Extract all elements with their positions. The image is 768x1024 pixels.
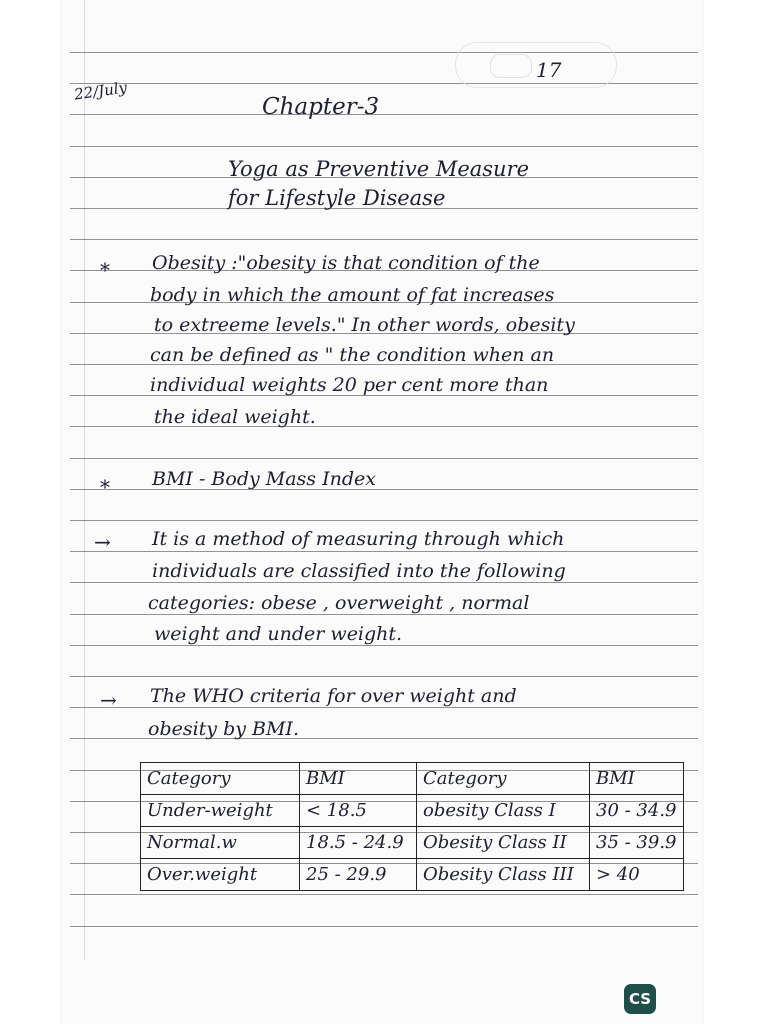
bmi-heading: BMI - Body Mass Index xyxy=(152,468,376,490)
page-number: 17 xyxy=(536,58,562,82)
ruled-line xyxy=(70,676,698,677)
table-row xyxy=(141,795,684,827)
bmi-bullet: * xyxy=(100,475,110,499)
date: 22/July xyxy=(73,78,129,104)
method-line: It is a method of measuring through which xyxy=(152,528,565,550)
ruled-line xyxy=(70,458,698,459)
table-header-cell: BMI xyxy=(300,763,417,795)
table-header-cell: Category xyxy=(417,763,590,795)
table-cell: Obesity Class II xyxy=(417,827,590,859)
table-cell: 30 - 34.9 xyxy=(590,795,684,827)
obesity-line: body in which the amount of fat increases xyxy=(150,284,555,306)
obesity-bullet: * xyxy=(100,258,110,282)
table-header-cell: Category xyxy=(141,763,300,795)
obesity-line: the ideal weight. xyxy=(154,406,316,428)
ruled-line xyxy=(70,645,698,646)
ruled-line xyxy=(70,114,698,115)
table-row xyxy=(141,859,684,891)
ruled-line xyxy=(70,894,698,895)
ruled-line xyxy=(70,614,698,615)
method-line: categories: obese , overweight , normal xyxy=(148,592,530,614)
table-cell: Obesity Class III xyxy=(417,859,590,891)
table-cell: < 18.5 xyxy=(300,795,417,827)
chapter-heading: Chapter-3 xyxy=(262,94,380,120)
obesity-line: can be defined as " the condition when an xyxy=(150,344,555,366)
camscanner-logo: CS xyxy=(624,984,656,1014)
title-line-1: Yoga as Preventive Measure xyxy=(228,157,530,181)
ruled-line xyxy=(70,707,698,708)
who-line: obesity by BMI. xyxy=(148,718,299,740)
who-line: The WHO criteria for over weight and xyxy=(150,685,517,707)
title-line-2: for Lifestyle Disease xyxy=(228,186,446,210)
margin-line xyxy=(84,0,85,960)
ruled-line xyxy=(70,582,698,583)
ruled-line xyxy=(70,239,698,240)
ruled-line xyxy=(70,146,698,147)
page-stamp-box xyxy=(490,54,532,78)
table-row xyxy=(141,827,684,859)
table-cell: > 40 xyxy=(590,859,684,891)
ruled-line xyxy=(70,520,698,521)
method-line: weight and under weight. xyxy=(154,623,403,645)
table-header-cell: BMI xyxy=(590,763,684,795)
ruled-line xyxy=(70,551,698,552)
arrow-icon: → xyxy=(100,688,117,712)
table-cell: 18.5 - 24.9 xyxy=(300,827,417,859)
obesity-line: individual weights 20 per cent more than xyxy=(150,374,549,396)
table-cell: 25 - 29.9 xyxy=(300,859,417,891)
arrow-icon: → xyxy=(94,530,111,554)
table-cell: Normal.w xyxy=(141,827,300,859)
obesity-line: Obesity :"obesity is that condition of the xyxy=(152,252,540,274)
table-cell: Under-weight xyxy=(141,795,300,827)
bmi-table xyxy=(140,762,684,891)
table-cell: obesity Class I xyxy=(417,795,590,827)
table-cell: Over.weight xyxy=(141,859,300,891)
obesity-line: to extreeme levels." In other words, obesity xyxy=(154,314,575,336)
table-header-row xyxy=(141,763,684,795)
table-cell: 35 - 39.9 xyxy=(590,827,684,859)
method-line: individuals are classified into the following xyxy=(152,560,566,582)
ruled-line xyxy=(70,926,698,927)
